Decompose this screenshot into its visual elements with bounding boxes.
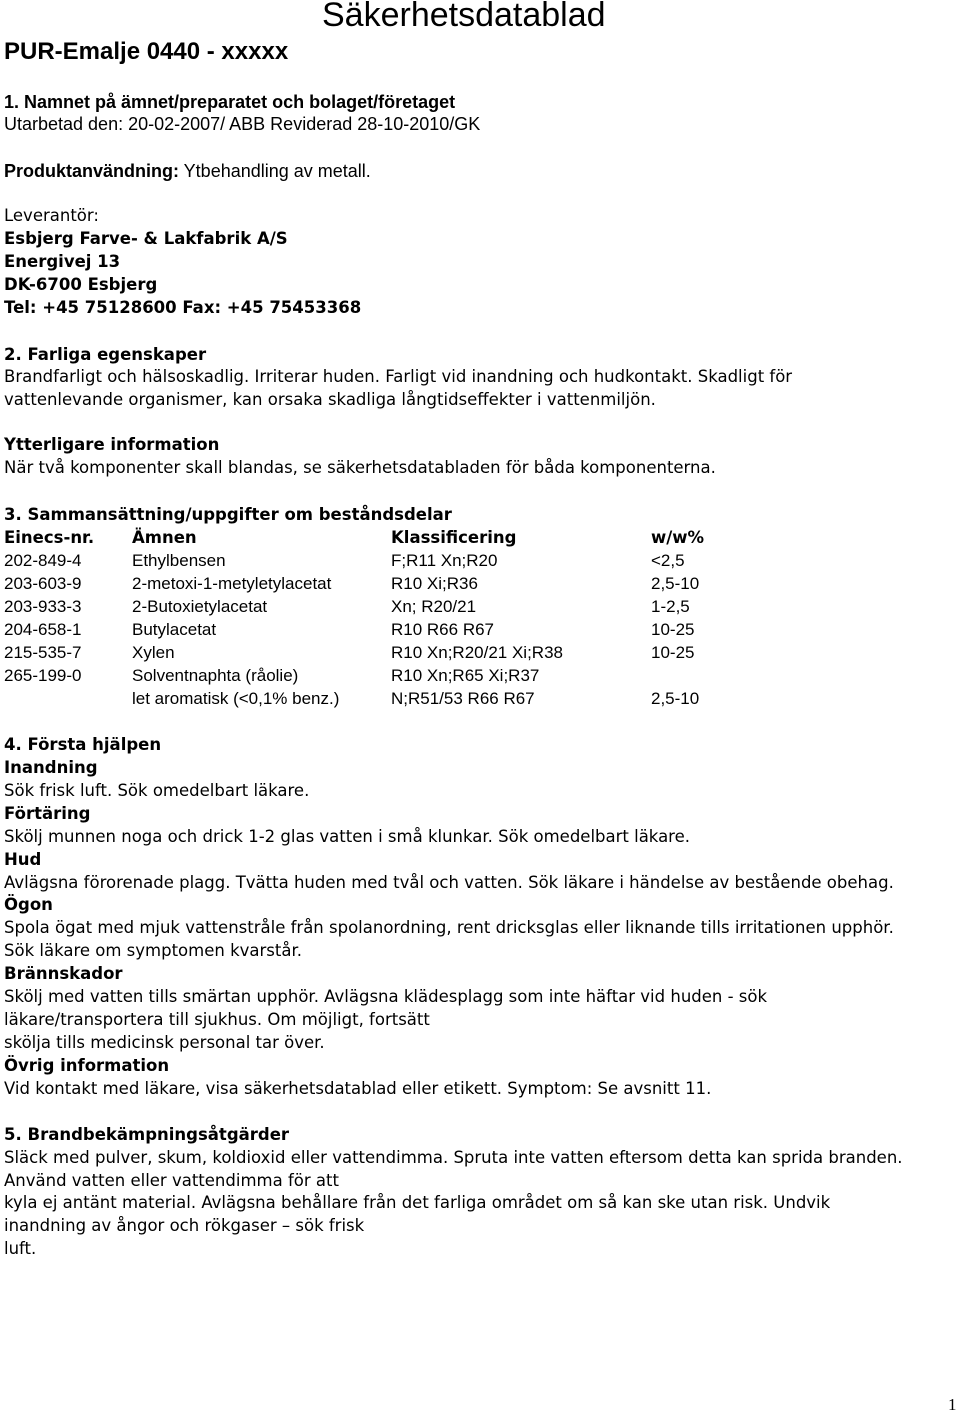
- firefighting-line-2: Använd vatten eller vattendimma för att: [4, 1171, 339, 1190]
- cell-substance: let aromatisk (<0,1% benz.): [132, 689, 340, 708]
- additional-info-text: När två komponenter skall blandas, se säkerhetsdatabladen för båda komponenterna.: [4, 458, 716, 477]
- cell-einecs: 202-849-4: [4, 551, 82, 570]
- inhalation-heading: Inandning: [4, 758, 98, 777]
- cell-classification: R10 Xn;R65 Xi;R37: [391, 666, 540, 685]
- ingestion-text: Skölj munnen noga och drick 1-2 glas vatten i små klunkar. Sök omedelbart läkare.: [4, 827, 690, 846]
- eyes-line-1: Spola ögat med mjuk vattenstråle från spolanordning, rent dricksglas eller liknande tills irritationen upphör.: [4, 918, 894, 937]
- cell-ww: 10-25: [651, 620, 695, 639]
- cell-classification: N;R51/53 R66 R67: [391, 689, 535, 708]
- skin-heading: Hud: [4, 850, 42, 869]
- col-header-substance: Ämnen: [132, 528, 197, 547]
- col-header-classification: Klassificering: [391, 528, 517, 547]
- eyes-heading: Ögon: [4, 895, 53, 914]
- cell-ww: 2,5-10: [651, 574, 700, 593]
- firefighting-line-5: luft.: [4, 1239, 37, 1258]
- cell-ww: 2,5-10: [651, 689, 700, 708]
- supplier-street: Energivej 13: [4, 252, 121, 271]
- burns-line-3: skölja tills medicinsk personal tar över.: [4, 1033, 325, 1052]
- prepared-line: Utarbetad den: 20-02-2007/ ABB Reviderad 28-10-2010/GK: [4, 114, 481, 134]
- product-title: PUR-Emalje 0440 - xxxxx: [4, 38, 289, 65]
- supplier-label: Leverantör:: [4, 206, 99, 225]
- cell-einecs: 265-199-0: [4, 666, 82, 685]
- cell-einecs: 215-535-7: [4, 643, 82, 662]
- cell-ww: <2,5: [651, 551, 685, 570]
- other-info-text: Vid kontakt med läkare, visa säkerhetsdatablad eller etikett. Symptom: Se avsnitt 11.: [4, 1079, 712, 1098]
- cell-classification: R10 Xi;R36: [391, 574, 478, 593]
- cell-einecs: 203-603-9: [4, 574, 82, 593]
- cell-einecs: 203-933-3: [4, 597, 82, 616]
- section-4-heading: 4. Första hjälpen: [4, 735, 162, 754]
- col-header-einecs: Einecs-nr.: [4, 528, 95, 547]
- firefighting-line-1: Släck med pulver, skum, koldioxid eller vattendimma. Spruta inte vatten eftersom detta kan sprida branden.: [4, 1148, 903, 1167]
- section-5-heading: 5. Brandbekämpningsåtgärder: [4, 1125, 290, 1144]
- burns-heading: Brännskador: [4, 964, 123, 983]
- col-header-ww: w/w%: [651, 528, 705, 547]
- skin-text: Avlägsna förorenade plagg. Tvätta huden med tvål och vatten. Sök läkare i händelse av bestående obehag.: [4, 873, 894, 892]
- burns-line-2: läkare/transportera till sjukhus. Om möjligt, fortsätt: [4, 1010, 430, 1029]
- cell-substance: 2-Butoxietylacetat: [132, 597, 268, 616]
- cell-substance: Xylen: [132, 643, 175, 662]
- inhalation-text: Sök frisk luft. Sök omedelbart läkare.: [4, 781, 310, 800]
- hazard-line-2: vattenlevande organismer, kan orsaka skadliga långtidseffekter i vattenmiljön.: [4, 390, 656, 409]
- firefighting-line-3: kyla ej antänt material. Avlägsna behållare från det farliga området om så kan ske utan risk. Undvik: [4, 1193, 831, 1212]
- firefighting-line-4: inandning av ångor och rökgaser – sök frisk: [4, 1216, 365, 1235]
- product-use-value: Ytbehandling av metall.: [179, 161, 371, 181]
- cell-classification: F;R11 Xn;R20: [391, 551, 498, 570]
- ingestion-heading: Förtäring: [4, 804, 91, 823]
- cell-classification: Xn; R20/21: [391, 597, 477, 616]
- section-1-heading: 1. Namnet på ämnet/preparatet och bolaget/företaget: [4, 92, 456, 112]
- cell-substance: 2-metoxi-1-metyletylacetat: [132, 574, 332, 593]
- cell-substance: Solventnaphta (råolie): [132, 666, 299, 685]
- cell-classification: R10 Xn;R20/21 Xi;R38: [391, 643, 563, 662]
- additional-info-heading: Ytterligare information: [4, 435, 220, 454]
- cell-substance: Ethylbensen: [132, 551, 226, 570]
- hazard-line-1: Brandfarligt och hälsoskadlig. Irriterar huden. Farligt vid inandning och hudkontakt. Skadligt för: [4, 367, 793, 386]
- product-use: [4, 160, 371, 182]
- eyes-line-2: Sök läkare om symptomen kvarstår.: [4, 941, 302, 960]
- product-use-label: Produktanvändning:: [4, 161, 179, 181]
- cell-substance: Butylacetat: [132, 620, 217, 639]
- cell-ww: 1-2,5: [651, 597, 690, 616]
- cell-ww: 10-25: [651, 643, 695, 662]
- section-2-heading: 2. Farliga egenskaper: [4, 345, 207, 364]
- burns-line-1: Skölj med vatten tills smärtan upphör. Avlägsna klädesplagg som inte häftar vid huden - sök: [4, 987, 768, 1006]
- supplier-name: Esbjerg Farve- & Lakfabrik A/S: [4, 229, 288, 248]
- cell-einecs: 204-658-1: [4, 620, 82, 639]
- supplier-city: DK-6700 Esbjerg: [4, 275, 158, 294]
- page-number: 1: [948, 1395, 957, 1414]
- section-3-heading: 3. Sammansättning/uppgifter om beståndsdelar: [4, 505, 452, 524]
- other-info-heading: Övrig information: [4, 1056, 170, 1075]
- document-title: Säkerhetsdatablad: [322, 0, 606, 34]
- supplier-phone: Tel: +45 75128600 Fax: +45 75453368: [4, 298, 362, 317]
- cell-classification: R10 R66 R67: [391, 620, 495, 639]
